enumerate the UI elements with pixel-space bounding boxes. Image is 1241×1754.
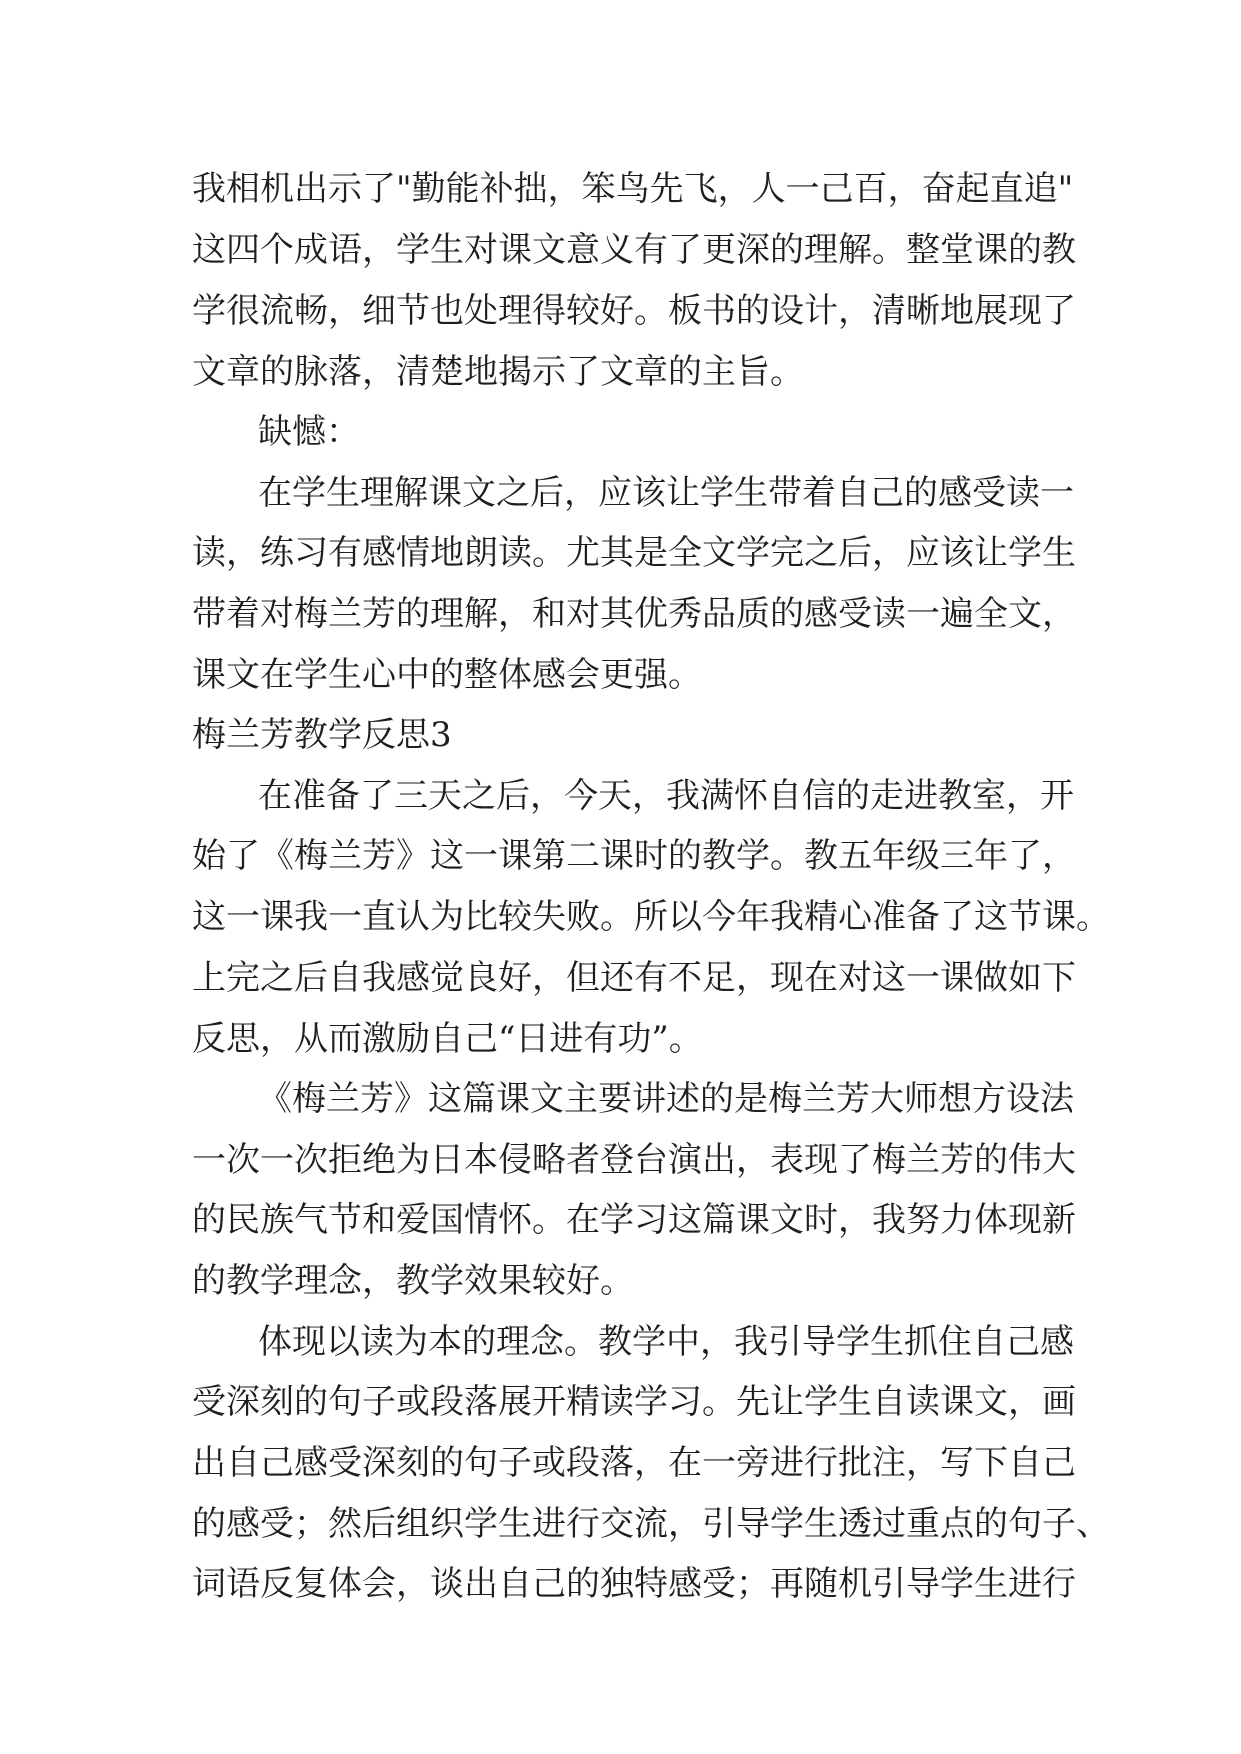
text-line: 课文在学生心中的整体感会更强。 bbox=[192, 655, 702, 695]
text-line: 上完之后自我感觉良好，但还有不足，现在对这一课做如下 bbox=[192, 958, 1076, 998]
text-line: 体现以读为本的理念。教学中，我引导学生抓住自己感 bbox=[258, 1322, 1074, 1362]
text-line: 的民族气节和爱国情怀。在学习这篇课文时，我努力体现新 bbox=[192, 1200, 1076, 1240]
text-line: 带着对梅兰芳的理解，和对其优秀品质的感受读一遍全文， bbox=[192, 594, 1076, 634]
text-line: 始了《梅兰芳》这一课第二课时的教学。教五年级三年了， bbox=[192, 836, 1076, 876]
text-line: 在准备了三天之后，今天，我满怀自信的走进教室，开 bbox=[258, 776, 1074, 816]
text-line: 读，练习有感情地朗读。尤其是全文学完之后，应该让学生 bbox=[192, 533, 1076, 573]
text-line: 在学生理解课文之后，应该让学生带着自己的感受读一 bbox=[258, 473, 1074, 513]
text-line: 的感受；然后组织学生进行交流，引导学生透过重点的句子、 bbox=[192, 1504, 1110, 1544]
text-line: 反思，从而激励自己“日进有功”。 bbox=[192, 1019, 703, 1059]
text-line: 我相机出示了"勤能补拙，笨鸟先飞，人一己百，奋起直追" bbox=[192, 169, 1074, 209]
text-line: 的教学理念，教学效果较好。 bbox=[192, 1261, 634, 1301]
section-label: 缺憾： bbox=[258, 412, 360, 452]
text-line: 一次一次拒绝为日本侵略者登台演出，表现了梅兰芳的伟大 bbox=[192, 1140, 1076, 1180]
text-line: 这一课我一直认为比较失败。所以今年我精心准备了这节课。 bbox=[192, 897, 1110, 937]
text-line: 词语反复体会，谈出自己的独特感受；再随机引导学生进行 bbox=[192, 1564, 1076, 1604]
text-line: 受深刻的句子或段落展开精读学习。先让学生自读课文，画 bbox=[192, 1382, 1076, 1422]
text-line: 出自己感受深刻的句子或段落，在一旁进行批注，写下自己 bbox=[192, 1443, 1076, 1483]
text-line: 学很流畅，细节也处理得较好。板书的设计，清晰地展现了 bbox=[192, 291, 1076, 331]
section-heading: 梅兰芳教学反思3 bbox=[192, 715, 452, 755]
text-line: 这四个成语，学生对课文意义有了更深的理解。整堂课的教 bbox=[192, 230, 1076, 270]
text-line: 文章的脉落，清楚地揭示了文章的主旨。 bbox=[192, 352, 804, 392]
text-line: 《梅兰芳》这篇课文主要讲述的是梅兰芳大师想方设法 bbox=[258, 1079, 1074, 1119]
